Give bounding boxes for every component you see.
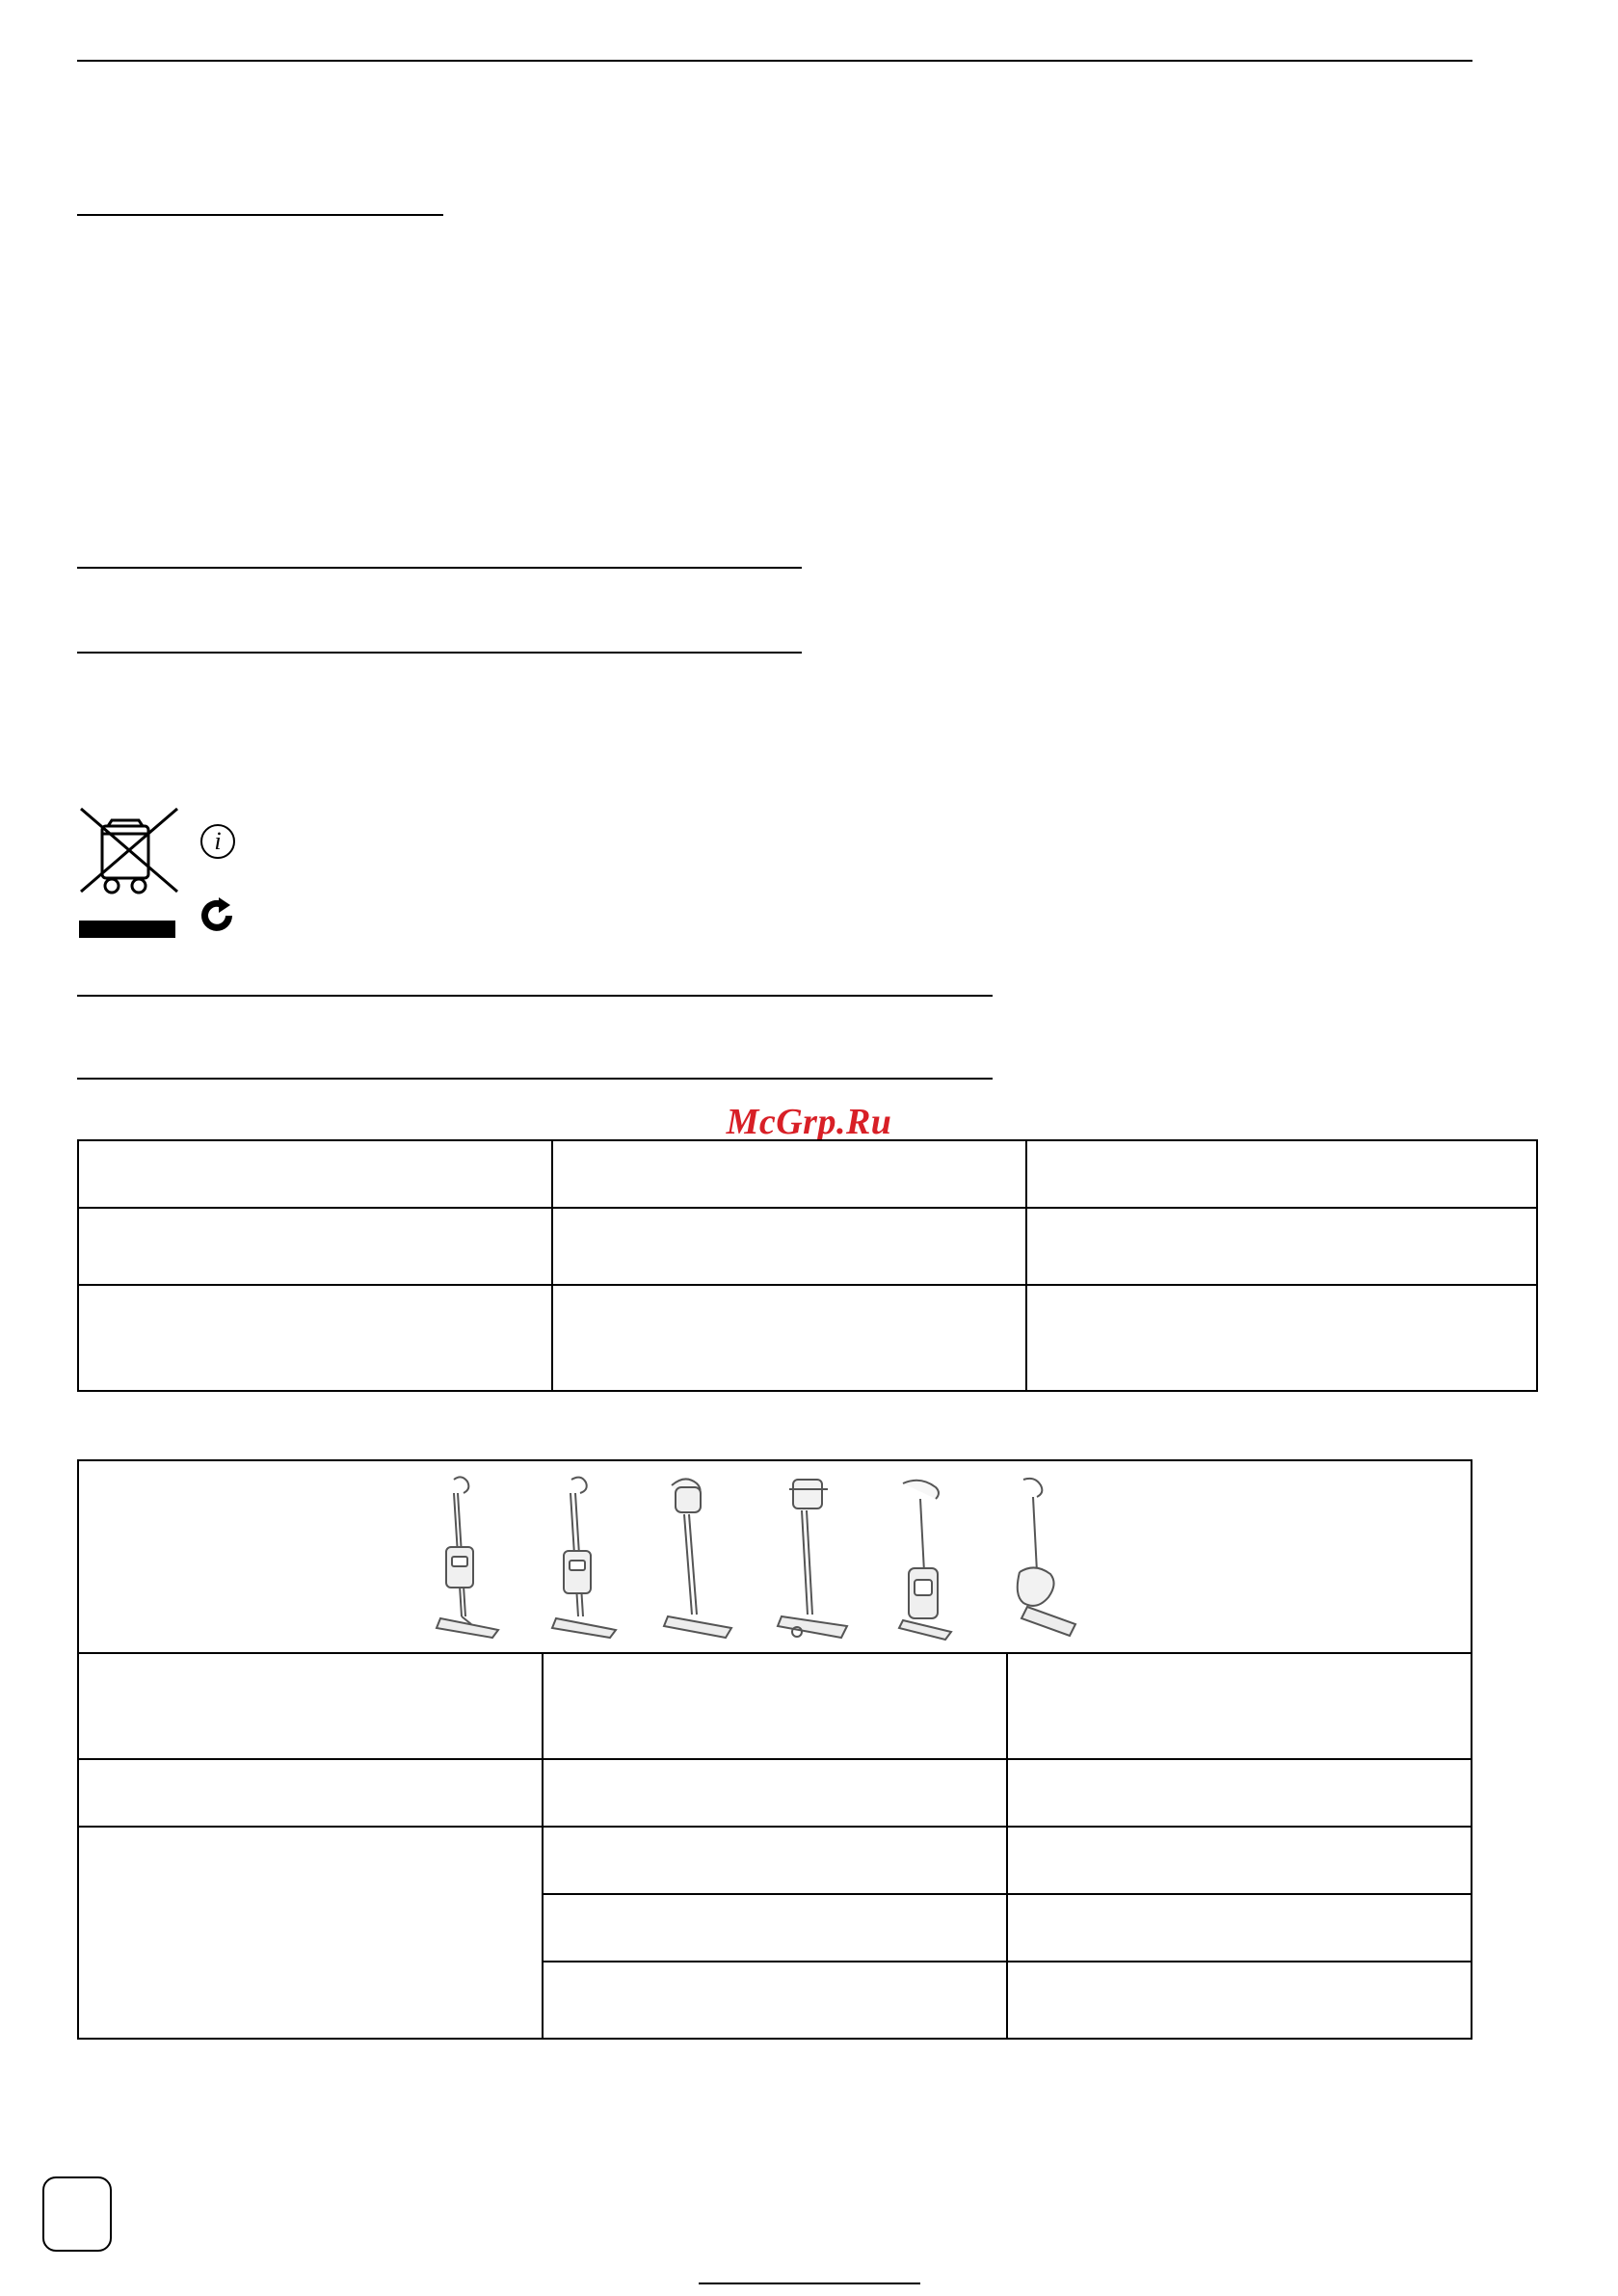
table-row	[78, 1140, 1537, 1208]
header-rule	[77, 60, 1472, 62]
table-cell	[78, 1759, 543, 1827]
table-cell	[78, 1653, 543, 1759]
table-cell	[1007, 1827, 1472, 1894]
table-cell	[78, 1208, 552, 1285]
table-cell	[1007, 1759, 1472, 1827]
table-cell	[543, 1962, 1007, 2039]
watermark: McGrp.Ru	[726, 1102, 892, 1142]
stick-vacuum-6	[985, 1472, 1091, 1641]
product-image-strip	[89, 1467, 1461, 1646]
section-underline-5	[77, 1078, 993, 1080]
specification-table-top	[77, 1139, 1538, 1392]
table-cell	[552, 1208, 1026, 1285]
table-cell	[1026, 1140, 1537, 1208]
table-row	[78, 1285, 1537, 1391]
table-row	[78, 1759, 1472, 1827]
stick-vacuum-3	[643, 1472, 749, 1641]
section-underline-3	[77, 652, 802, 654]
section-underline-2	[77, 567, 802, 569]
table-cell	[543, 1759, 1007, 1827]
disposal-icons-block	[77, 805, 289, 969]
table-cell	[78, 1285, 552, 1391]
table-cell	[78, 1827, 543, 2039]
stick-vacuum-1	[411, 1472, 517, 1641]
table-cell	[78, 1140, 552, 1208]
table-cell	[1026, 1285, 1537, 1391]
recycling-arrow-icon	[200, 897, 237, 934]
table-cell	[1007, 1894, 1472, 1962]
section-underline-1	[77, 214, 443, 216]
stick-vacuum-4	[758, 1472, 864, 1641]
product-image-cell	[78, 1460, 1472, 1653]
crossed-out-wheelie-bin-icon	[77, 805, 183, 896]
specification-table-bottom	[77, 1459, 1472, 2040]
solid-black-bar-icon	[79, 921, 175, 938]
table-cell	[1007, 1653, 1472, 1759]
table-cell	[1007, 1962, 1472, 2039]
table-cell	[543, 1894, 1007, 1962]
table-cell	[1026, 1208, 1537, 1285]
stick-vacuum-2	[527, 1472, 633, 1641]
product-image-row	[78, 1460, 1472, 1653]
table-row	[78, 1653, 1472, 1759]
table-cell	[552, 1140, 1026, 1208]
table-row	[78, 1827, 1472, 1894]
table-cell	[543, 1653, 1007, 1759]
footer-rule	[699, 2283, 920, 2284]
table-cell	[543, 1827, 1007, 1894]
table-row	[78, 1208, 1537, 1285]
info-circle-icon: i	[200, 824, 235, 859]
table-cell	[552, 1285, 1026, 1391]
page-corner-box	[42, 2176, 112, 2252]
stick-vacuum-5	[874, 1472, 980, 1641]
section-underline-4	[77, 995, 993, 997]
